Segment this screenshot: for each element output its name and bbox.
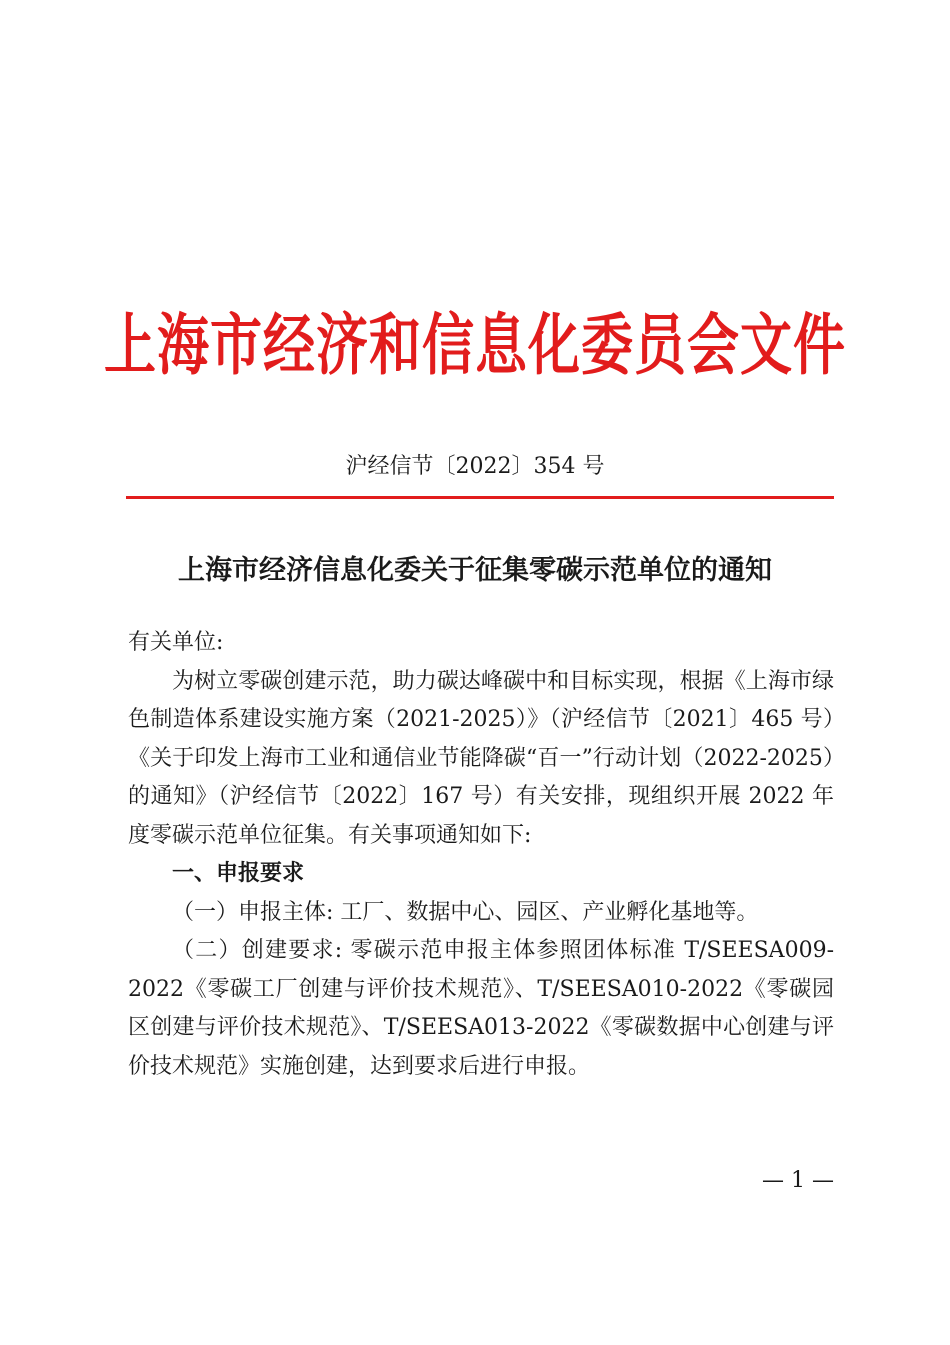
requirement-item-2: （二）创建要求: 零碳示范申报主体参照团体标准 T/SEESA009-2022《零碳工厂创建与评价技术规范》、T/SEESA010-2022《零碳园区创建与评价技术规范》、T/SEESA013-2022《零碳数据中心创建与评价技术规范》实施创建，达到要求后进行申报。	[128, 938, 834, 1079]
salutation: 有关单位:	[128, 630, 224, 655]
issuer-title: 上海市经济和信息化委员会文件	[103, 306, 846, 385]
document-number: 沪经信节〔2022〕354 号	[345, 454, 605, 479]
red-divider	[126, 496, 834, 499]
section-heading: 一、申报要求	[172, 861, 305, 886]
page-number: — 1 —	[762, 1168, 834, 1193]
notice-body	[128, 624, 834, 1086]
intro-paragraph: 为树立零碳创建示范，助力碳达峰碳中和目标实现，根据《上海市绿色制造体系建设实施方案（2021-2025）》（沪经信节〔2021〕465 号）《关于印发上海市工业和通信业节能降碳“百一”行动计划（2022-2025）的通知》（沪经信节〔2022〕167 号）有关安排，现组织开展 2022 年度零碳示范单位征集。有关事项通知如下:	[128, 668, 834, 848]
requirement-item-1: （一）申报主体: 工厂、数据中心、园区、产业孵化基地等。	[172, 899, 759, 925]
notice-title: 上海市经济信息化委关于征集零碳示范单位的通知	[178, 555, 772, 586]
